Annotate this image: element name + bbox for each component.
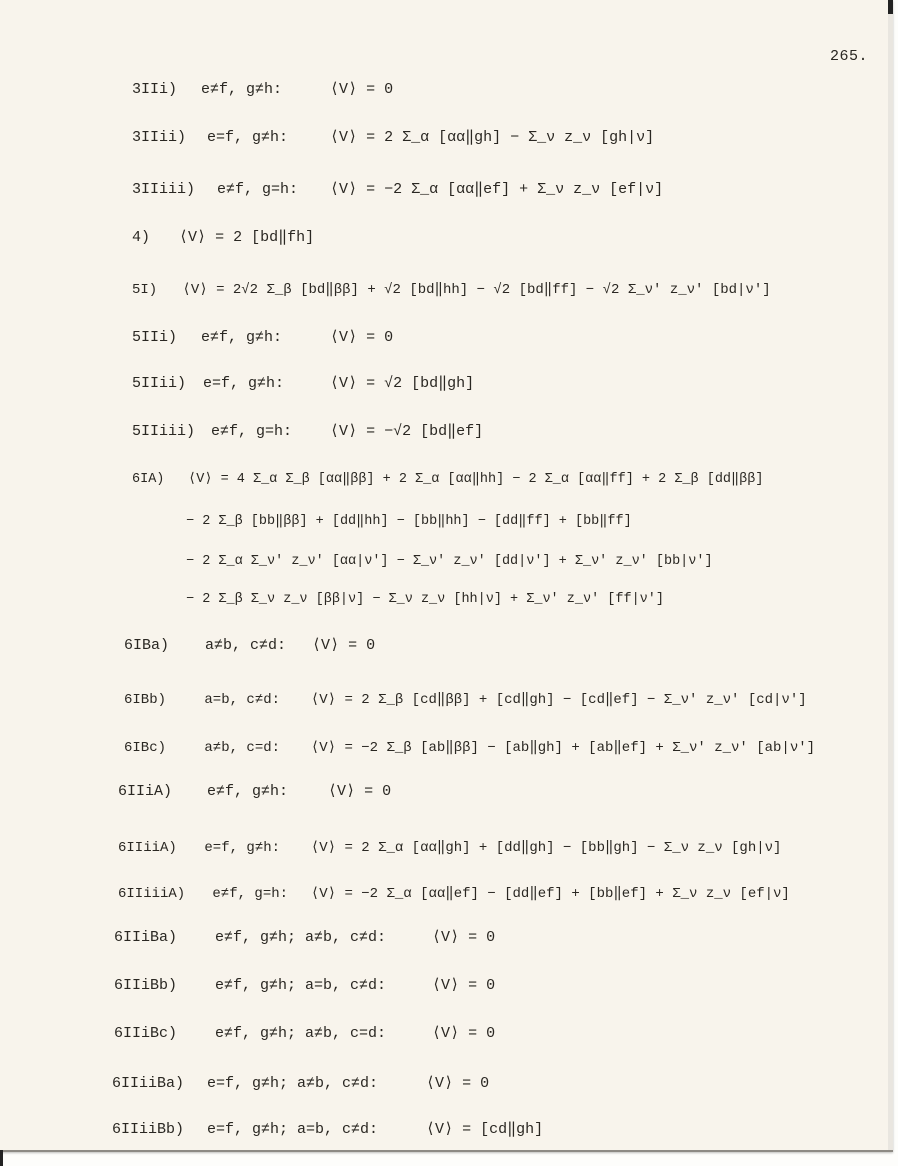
page-edge [888,0,893,1150]
equation-3IIi [132,80,393,100]
equation-expression: ⟨V⟩ = 2 [bd‖fh] [179,229,315,246]
equation-6IIiiBa [112,1074,489,1094]
equation-expression: ⟨V⟩ = 4 Σ_α Σ_β [αα‖ββ] + 2 Σ_α [αα‖hh] − 2 Σ_α [αα‖ff] + 2 Σ_β [dd‖ββ] [188,472,764,487]
equation-6IA-line-3 [186,552,713,572]
equation-condition: a≠b, c=d: [204,740,281,756]
equation-expression: ⟨V⟩ = −2 Σ_α [αα‖ef] + Σ_ν z_ν [ef|ν] [330,181,664,198]
equation-label: 6IIiiA) [118,840,177,856]
equation-expression: ⟨V⟩ = −√2 [bd‖ef] [330,423,484,440]
equation-condition: e≠f, g≠h; a≠b, c≠d: [215,929,387,946]
equation-expression: ⟨V⟩ = √2 [bd‖gh] [330,375,475,392]
equation-expression: ⟨V⟩ = 0 [312,637,376,654]
equation-6IIiiBb [112,1120,543,1140]
equation-6IIiBb [114,976,495,996]
equation-label: 5IIiii) [132,423,196,440]
equation-expression: ⟨V⟩ = 0 [432,929,496,946]
equation-label: 6IIiBc) [114,1025,178,1042]
equation-label: 3IIii) [132,129,187,146]
equation-condition: e=f, g≠h: [207,129,289,146]
equation-6IIiA [118,782,391,802]
equation-condition: e≠f, g=h: [217,181,299,198]
equation-label: 6IIiA) [118,783,173,800]
equation-condition: e=f, g≠h: [203,375,285,392]
equation-condition: a≠b, c≠d: [205,637,287,654]
equation-6IBb [124,690,807,710]
equation-label: 4) [132,229,151,246]
equation-expression: ⟨V⟩ = 2 Σ_β [cd‖ββ] + [cd‖gh] − [cd‖ef] − Σ_ν′ z_ν′ [cd|ν′] [310,692,807,708]
equation-expression: ⟨V⟩ = 0 [432,977,496,994]
equation-continuation: − 2 Σ_β [bb‖ββ] + [dd‖hh] − [bb‖hh] − [dd‖ff] + [bb‖ff] [186,514,632,529]
equation-6IIiiA [118,838,781,858]
equation-label: 6IBb) [124,692,167,708]
equation-expression: ⟨V⟩ = 2 Σ_α [αα‖gh] + [dd‖gh] − [bb‖gh] − Σ_ν z_ν [gh|ν] [310,840,782,856]
equation-expression: ⟨V⟩ = −2 Σ_β [ab‖ββ] − [ab‖gh] + [ab‖ef] + Σ_ν′ z_ν′ [ab|ν′] [310,740,816,756]
equation-condition: e≠f, g=h: [212,886,289,902]
equation-label: 6IIiiBb) [112,1121,185,1138]
equation-continuation: − 2 Σ_α Σ_ν′ z_ν′ [αα|ν′] − Σ_ν′ z_ν′ [dd|ν′] + Σ_ν′ z_ν′ [bb|ν′] [186,554,713,569]
scan-border [0,1150,3,1166]
equation-condition: e≠f, g≠h: [201,329,283,346]
equation-label: 3IIi) [132,81,178,98]
equation-label: 6IBc) [124,740,167,756]
equation-label: 6IIiBb) [114,977,178,994]
equation-6IA-line-4 [186,590,664,610]
equation-6IIiBa [114,928,495,948]
equation-condition: e≠f, g≠h: [201,81,283,98]
equation-condition: a=b, c≠d: [204,692,281,708]
equation-label: 5I) [132,282,158,298]
equation-condition: e=f, g≠h: [204,840,281,856]
equation-6IA [132,470,763,490]
equation-label: 6IA) [132,472,165,487]
equation-5IIi [132,328,393,348]
equation-5IIii [132,374,474,394]
equation-expression: ⟨V⟩ = 0 [432,1025,496,1042]
equation-label: 6IIiiBa) [112,1075,185,1092]
equation-condition: e=f, g≠h; a=b, c≠d: [207,1121,379,1138]
equation-expression: ⟨V⟩ = 0 [330,81,394,98]
equation-label: 3IIiii) [132,181,196,198]
equation-label: 5IIii) [132,375,187,392]
equation-condition: e=f, g≠h; a≠b, c≠d: [207,1075,379,1092]
equation-expression: ⟨V⟩ = 2 Σ_α [αα‖gh] − Σ_ν z_ν [gh|ν] [330,129,655,146]
equation-condition: e≠f, g≠h; a≠b, c=d: [215,1025,387,1042]
equation-5I [132,280,771,300]
equation-6IIiBc [114,1024,495,1044]
equation-expression: ⟨V⟩ = [cd‖gh] [426,1121,544,1138]
equation-label: 6IBa) [124,637,170,654]
equation-expression: ⟨V⟩ = 0 [330,329,394,346]
equation-3IIii [132,128,654,148]
equation-6IBa [124,636,375,656]
equation-6IIiiiA [118,884,790,904]
equation-6IBc [124,738,815,758]
equation-condition: e≠f, g≠h; a=b, c≠d: [215,977,387,994]
equation-condition: e≠f, g=h: [211,423,293,440]
equation-expression: ⟨V⟩ = 0 [328,783,392,800]
equation-condition: e≠f, g≠h: [207,783,289,800]
equation-label: 6IIiiiA) [118,886,186,902]
equation-expression: ⟨V⟩ = −2 Σ_α [αα‖ef] − [dd‖ef] + [bb‖ef] + Σ_ν z_ν [ef|ν] [310,886,790,902]
scan-border [888,0,893,14]
equation-6IA-line-2 [186,512,632,532]
equation-expression: ⟨V⟩ = 2√2 Σ_β [bd‖ββ] + √2 [bd‖hh] − √2 [bd‖ff] − √2 Σ_ν′ z_ν′ [bd|ν′] [182,282,771,298]
equation-expression: ⟨V⟩ = 0 [426,1075,490,1092]
equation-3IIiii [132,180,663,200]
page-number: 265. [830,48,869,65]
equation-label: 5IIi) [132,329,178,346]
equation-continuation: − 2 Σ_β Σ_ν z_ν [ββ|ν] − Σ_ν z_ν [hh|ν] + Σ_ν′ z_ν′ [ff|ν′] [186,592,664,607]
equation-5IIiii [132,422,483,442]
equation-label: 6IIiBa) [114,929,178,946]
equation-4 [132,228,314,248]
